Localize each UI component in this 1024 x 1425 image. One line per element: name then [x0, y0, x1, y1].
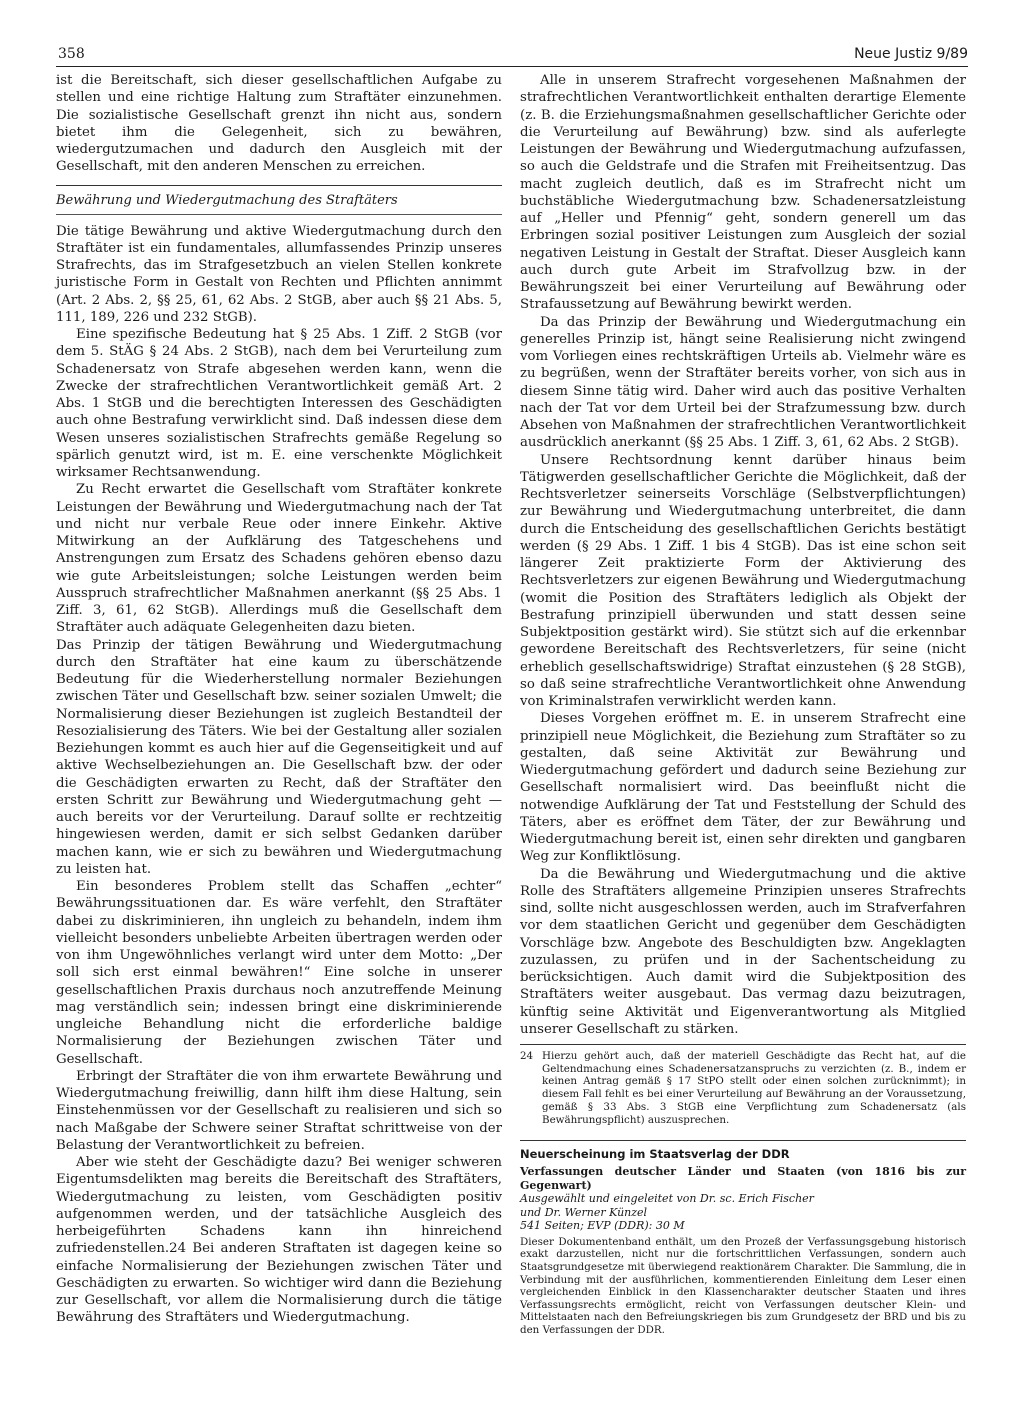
journal-issue: Neue Justiz 9/89	[854, 46, 968, 62]
paragraph: Das Prinzip der tätigen Bewährung und Wiedergutmachung durch den Straftäter hat eine kaum zu überschätzende Bedeutung für die Wiederherstellung normaler Beziehungen zwischen Täter und Gesellschaft bzw. seiner sozialen Umwelt; die Normalisierung dieser Beziehungen ist zugleich Bestandteil der Resozialisierung des Täters. Wie bei der Gestaltung aller sozialen Beziehungen kommt es auch hier auf die Gegenseitigkeit und auf aktive Wechselbeziehungen an. Die Gesellschaft bzw. der oder die Geschädigten erwarten zu Recht, daß der Straftäter den ersten Schritt zur Bewährung und Wiedergutmachung geht — auch bereits vor der Verurteilung. Darauf sollte er rechtzeitig hingewiesen werden, damit er sich selbst Gedanken darüber machen kann, wie er sich zu bewähren und Wiedergutmachung zu leisten hat.	[56, 637, 502, 877]
right-column	[520, 72, 966, 1336]
paragraph: Erbringt der Straftäter die von ihm erwartete Bewährung und Wiedergutmachung freiwillig, dann hilft ihm diese Haltung, sein Einstehenmüssen vor der Gesellschaft zu realisieren und sich so nach Maßgabe der Schwere seiner Straftat schrittweise von der Belastung der Verantwortlichkeit zu befreien.	[56, 1068, 502, 1153]
section-heading: Bewährung und Wiedergutmachung des Straftäters	[56, 193, 502, 215]
footnote-separator	[520, 1044, 966, 1045]
paragraph: Zu Recht erwartet die Gesellschaft vom Straftäter konkrete Leistungen der Bewährung und Wiedergutmachung nach der Tat und nicht nur verbale Reue oder innere Einkehr. Aktive Mitwirkung an der Aufklärung des Tatgeschehens und Anstrengungen zum Ersatz des Schadens gehören ebenso dazu wie gute Arbeitsleistungen; solche Leistungen werden beim Ausspruch strafrechtlicher Maßnahmen anerkannt (§§ 25 Abs. 1 Ziff. 3, 61, 62 StGB). Allerdings muß die Gesellschaft dem Straftäter auch adäquate Gelegenheiten dazu bieten.	[56, 482, 502, 636]
paragraph: Da die Bewährung und Wiedergutmachung und die aktive Rolle des Straftäters allgemeine Prinzipien unseres Strafrechts sind, sollte nicht ausgeschlossen werden, auch im Strafverfahren vor dem staatlichen Gericht und gegenüber dem Geschädigten Vorschläge bzw. Angebote des Beschuldigten bzw. Angeklagten zuzulassen, zu prüfen und in der Sachentscheidung zu berücksichtigen. Auch damit wird die Subjektposition des Straftäters weiter ausgebaut. Das vermag dazu beizutragen, künftig seine Aktivität und Eigenverantwortung als Mitglied unserer Gesellschaft zu stärken.	[520, 866, 966, 1037]
book-announcement	[520, 1140, 966, 1336]
paragraph: Dieses Vorgehen eröffnet m. E. in unserem Strafrecht eine prinzipiell neue Möglichkeit, die Beziehung zum Straftäter so zu gestalten, daß seine Aktivität zur Bewährung und Wiedergutmachung gefördert und dadurch seine Beziehung zur Gesellschaft normalisiert wird. Das beeinflußt nicht die notwendige Aufklärung der Tat und Feststellung der Schuld des Täters, aber es eröffnet dem Täter, der zur Bewährung und Wiedergutmachung bereit ist, einen sehr direkten und gangbaren Weg zur Konfliktlösung.	[520, 711, 966, 865]
paragraph: Ein besonderes Problem stellt das Schaffen „echter“ Bewährungssituationen dar. Es wäre verfehlt, den Straftäter dabei zu diskriminieren, ihn ungleich zu behandeln, indem ihm vielleicht besonders unbeliebte Arbeiten übertragen werden oder von ihm Ungewöhnliches verlangt wird unter dem Motto: „Der soll sich erst einmal bewähren!“ Eine solche in unserer gesellschaftlichen Praxis durchaus noch anzutreffende Meinung mag verständlich sein; indessen bringt eine diskriminierende ungleiche Behandlung nicht die erforderliche baldige Normalisierung der Beziehungen zwischen Täter und Gesellschaft.	[56, 879, 502, 1067]
footnote-text: Hierzu gehört auch, daß der materiell Geschädigte das Recht hat, auf die Geltendmachung eines Schadenersatzanspruchs zu verzichten (z. B., indem er keinen Antrag gemäß § 17 StPO stellt oder einen solchen zurücknimmt); in diesem Fall fehlt es bei einer Verurteilung auf Bewährung an der Voraussetzung, gemäß § 33 Abs. 3 StGB eine Verpflichtung zum Schadenersatz (als Bewährungspflicht) auszusprechen.	[542, 1050, 966, 1126]
book-details: 541 Seiten; EVP (DDR): 30 M	[520, 1219, 685, 1233]
book-title: Verfassungen deutscher Länder und Staaten (von 1816 bis zur Gegenwart)	[520, 1165, 966, 1192]
book-editors-continued: und Dr. Werner Künzel	[520, 1205, 648, 1219]
footnote	[520, 1050, 966, 1126]
paragraph: Die tätige Bewährung und aktive Wiedergutmachung durch den Straftäter ist ein fundamentales, allumfassendes Prinzip unseres Strafrechts, das im Strafgesetzbuch an vielen Stellen konkrete juristische Form in Gestalt von Rechten und Pflichten annimmt (Art. 2 Abs. 2, §§ 25, 61, 62 Abs. 2 StGB, aber auch §§ 21 Abs. 5, 111, 189, 226 und 232 StGB).	[56, 223, 502, 325]
paragraph: Da das Prinzip der Bewährung und Wiedergutmachung ein generelles Prinzip ist, hängt seine Realisierung nicht zwingend vom Vorliegen eines rechtskräftigen Urteils ab. Vielmehr wäre es zu begrüßen, wenn der Straftäter bereits vorher, von sich aus in diesem Sinne tätig wird. Daher wird auch das positive Verhalten nach der Tat vor dem Urteil bei der Strafzumessung bzw. durch Absehen von Maßnahmen der strafrechtlichen Verantwortlichkeit ausdrücklich anerkannt (§§ 25 Abs. 1 Ziff. 3, 61, 62 Abs. 2 StGB).	[520, 314, 966, 451]
page-number: 358	[58, 46, 85, 62]
intro-paragraph: ist die Bereitschaft, sich dieser gesellschaftlichen Aufgabe zu stellen und eine richtige Haltung zum Straftäter einzunehmen. Die sozialistische Gesellschaft grenzt ihn nicht aus, sondern bietet ihm die Gelegenheit, sich zu bewähren, wiedergutzumachen und dadurch den Ausgleich mit der Gesellschaft, mit den anderen Menschen zu erreichen.	[56, 73, 502, 175]
footnote-number: 24	[520, 1050, 534, 1062]
paragraph: Alle in unserem Strafrecht vorgesehenen Maßnahmen der strafrechtlichen Verantwortlichkeit enthalten derartige Elemente (z. B. die Erziehungsmaßnahmen gesellschaftlicher Gerichte oder die Verurteilung auf Bewährung) bzw. sind als auferlegte Leistungen der Bewährung und Wiedergutmachung aufzufassen, so auch die Geldstrafe und die Strafen mit Freiheitsentzug. Das macht zugleich deutlich, daß es im Strafrecht nicht um buchstäbliche Wiedergutmachung bzw. Schadenersatzleistung auf „Heller und Pfennig“ geht, sondern generell um das Erbringen sozial positiver Leistungen zum Ausgleich der sozial negativen Leistung in Gestalt der Straftat. Dieser Ausgleich kann auch durch gute Arbeit im Strafvollzug bzw. in der Bewährungszeit bei einer Verurteilung auf Bewährung oder Strafaussetzung auf Bewährung bewirkt werden.	[520, 73, 966, 313]
paragraph: Eine spezifische Bedeutung hat § 25 Abs. 1 Ziff. 2 StGB (vor dem 5. StÄG § 24 Abs. 2 StGB), nach dem bei Verurteilung zum Schadenersatz von Strafe abgesehen werden kann, wenn die Zwecke der strafrechtlichen Verantwortlichkeit gemäß Art. 2 Abs. 1 StGB und die berechtigten Interessen des Geschädigten auch ohne Bestrafung verwirklicht sind. Daß indessen diese dem Wesen unseres sozialistischen Strafrechts gemäße Regelung so spärlich genutzt wird, ist m. E. eine verschenkte Möglichkeit wirksamer Rechtsanwendung.	[56, 327, 502, 480]
section-divider	[56, 185, 502, 186]
book-description: Dieser Dokumentenband enthält, um den Prozeß der Verfassungsgebung historisch exakt darzustellen, nicht nur die fortschrittlichen Verfassungen, sondern auch Staatsgrundgesetze mit überwiegend reaktionärem Charakter. Die Sammlung, die in Verbindung mit der ausführlichen, kommentierenden Einleitung dem Leser einen vergleichenden Einblick in den Klassencharakter deutscher Staaten und ihres Verfassungsrechts ermöglicht, reicht von Verfassungen deutscher Klein- und Mittelstaaten nach den Befreiungskriegen bis zum Grundgesetz der BRD und bis zu den Verfassungen der DDR.	[520, 1235, 966, 1336]
left-column	[56, 72, 502, 1327]
book-editors: Ausgewählt und eingeleitet von Dr. sc. Erich Fischer	[520, 1192, 814, 1206]
announcement-heading: Neuerscheinung im Staatsverlag der DDR	[520, 1147, 790, 1162]
header-rule	[56, 66, 968, 67]
paragraph: Unsere Rechtsordnung kennt darüber hinaus beim Tätigwerden gesellschaftlicher Gerichte die Möglichkeit, daß der Rechtsverletzer seinerseits Vorschläge (Selbstverpflichtungen) zur Bewährung und Wiedergutmachung unterbreitet, die dann durch die Entscheidung des gesellschaftlichen Gerichts bestätigt werden (§ 29 Abs. 1 Ziff. 1 bis 4 StGB). Das ist eine schon seit längerer Zeit praktizierte Form der Aktivierung des Rechtsverletzers zur eigenen Bewährung und Wiedergutmachung (womit die Position des Straftäters lediglich als Objekt der Bestrafung prinzipiell überwunden und statt dessen seine Subjektposition gestärkt wird). Sie stützt sich auf die erkennbar gewordene Bereitschaft des Rechtsverletzers, für seine (nicht erheblich gesellschaftswidrige) Straftat einzustehen (§ 28 StGB), so daß seine strafrechtliche Verantwortlichkeit ohne Anwendung von Kriminalstrafen verwirklicht werden kann.	[520, 452, 966, 709]
paragraph: Aber wie steht der Geschädigte dazu? Bei weniger schweren Eigentumsdelikten mag bereits die Bereitschaft des Straftäters, Wiedergutmachung zu leisten, vom Geschädigten positiv aufgenommen werden, und der tatsächliche Ausgleich des herbeigeführten Schadens kann ihn hinreichend zufriedenstellen.24 Bei anderen Straftaten ist dagegen keine so einfache Normalisierung der Beziehungen zwischen Täter und Geschädigten zu erwarten. So wichtiger wird dann die Beziehung zur Gesellschaft, vor allem die Normalisierung durch die tätige Bewährung des Straftäters und Wiedergutmachung.	[56, 1155, 502, 1326]
